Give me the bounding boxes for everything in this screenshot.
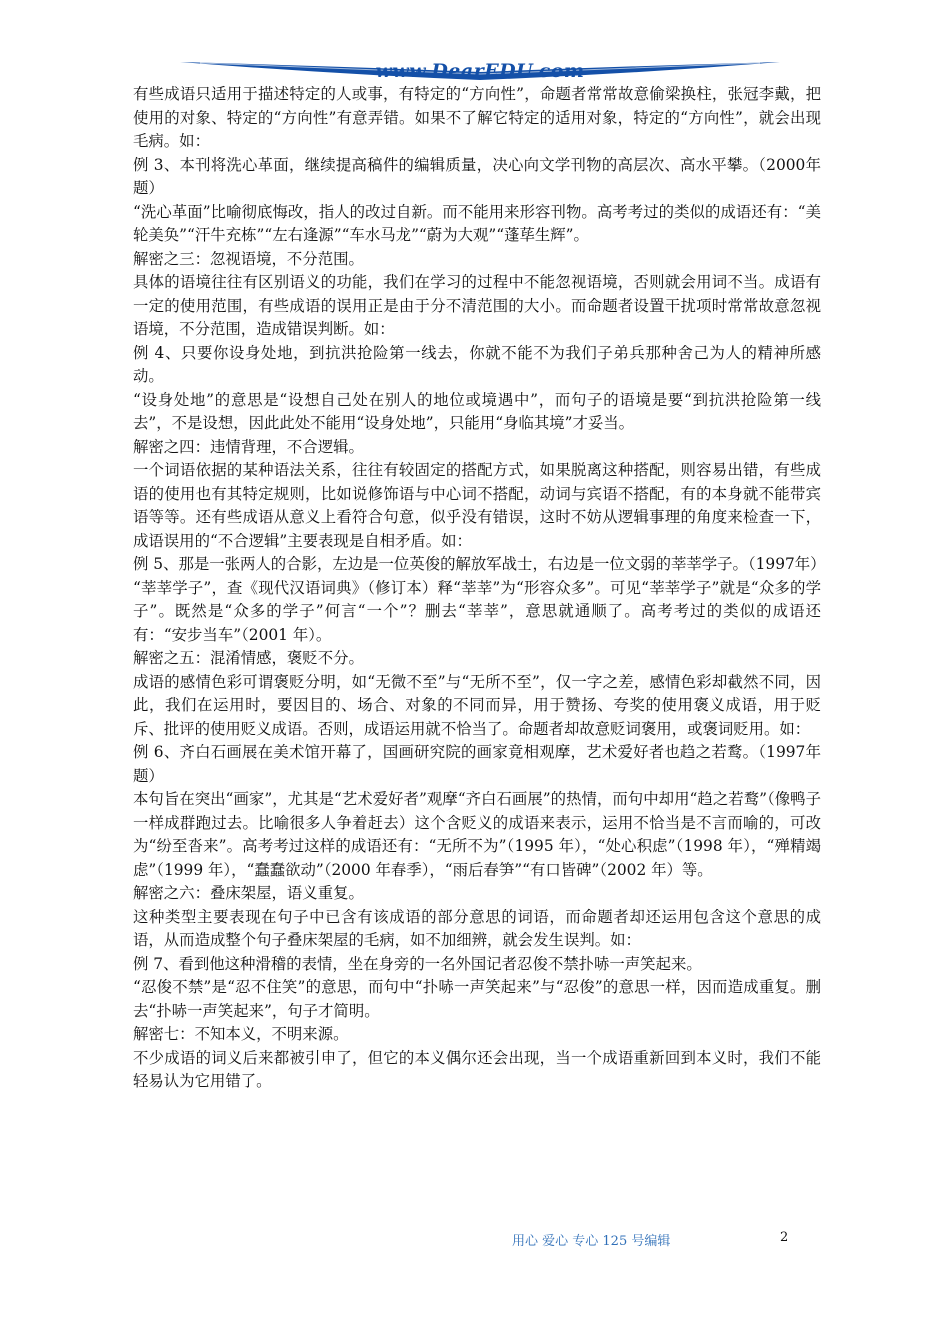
paragraph: 有些成语只适用于描述特定的人或事，有特定的“方向性”，命题者常常故意偷梁换柱，张冠李戴，把使用的对象、特定的“方向性”有意弄错。如果不了解它特定的适用对象，特定的“方向性”，就会出现毛病。如： (133, 85, 821, 150)
paragraph: 例 4、只要你设身处地，到抗洪抢险第一线去，你就不能不为我们子弟兵那种舍己为人的精神所感动。 (133, 343, 821, 385)
page-number: 2 (780, 1230, 789, 1245)
paragraph: “忍俊不禁”是“忍不住笑”的意思，而句中“扑哧一声笑起来”与“忍俊”的意思一样，因而造成重复。删去“扑哧一声笑起来”，句子才简明。 (133, 978, 821, 1020)
paragraph: 例 3、本刊将洗心革面，继续提高稿件的编辑质量，决心向文学刊物的高层次、高水平攀。（2000年题） (133, 155, 821, 197)
section-heading: 解密之五：混淆情感，褒贬不分。 (133, 649, 364, 667)
document-body (133, 83, 826, 1094)
paragraph: 例 7、看到他这种滑稽的表情，坐在身旁的一名外国记者忍俊不禁扑哧一声笑起来。 (133, 954, 702, 973)
paragraph: 成语的感情色彩可谓褒贬分明，如“无微不至”与“无所不至”，仅一字之差，感情色彩却截然不同，因此，我们在运用时，要因目的、场合、对象的不同而异，用于赞扬、夸奖的使用褒义成语，用于贬斥、批评的使用贬义成语。否则，成语运用就不恰当了。命题者却故意贬词褒用，或褒词贬用。如： (133, 672, 821, 738)
paragraph: 一个词语依据的某种语法关系，往往有较固定的搭配方式，如果脱离这种搭配，则容易出错，有些成语的使用也有其特定规则，比如说修饰语与中心词不搭配，动词与宾语不搭配，有的本身就不能带宾语等等。还有些成语从意义上看符合句意，似乎没有错误，这时不妨从逻辑事理的角度来检查一下，成语误用的“不合逻辑”主要表现是自相矛盾。如： (133, 461, 821, 550)
paragraph: 例 5、那是一张两人的合影，左边是一位英俊的解放军战士，右边是一位文弱的莘莘学子。（1997年） (133, 555, 826, 573)
section-heading: 解密之三：忽视语境，不分范围。 (133, 249, 364, 268)
paragraph: “设身处地”的意思是“设想自己处在别人的地位或境遇中”，而句子的语境是要“到抗洪抢险第一线去”，不是设想，因此此处不能用“设身处地”，只能用“身临其境”才妥当。 (133, 390, 821, 432)
paragraph: 不少成语的词义后来都被引申了，但它的本义偶尔还会出现，当一个成语重新回到本义时，我们不能轻易认为它用错了。 (133, 1048, 821, 1090)
paragraph: “莘莘学子”，查《现代汉语词典》（修订本）释“莘莘”为“形容众多”。可见“莘莘学子”就是“众多的学子”。既然是“众多的学子”何言“一个”？删去“莘莘”，意思就通顺了。高考考过的类似的成语还有：“安步当车”（2001 年）。 (133, 578, 821, 644)
paragraph: 本句旨在突出“画家”，尤其是“艺术爱好者”观摩“齐白石画展”的热情，而句中却用“趋之若鹜”（像鸭子一样成群跑过去。比喻很多人争着赶去）这个含贬义的成语来表示，运用不恰当是不言而喻的，可改为“纷至沓来”。高考考过这样的成语还有：“无所不为”（1995 年），“处心积虑”（1998 年），“殚精竭虑”（1999 年），“蠢蠢欲动”（2000 年春季），“雨后春笋”“有口皆碑”（2002 年）等。 (133, 790, 821, 879)
section-heading: 解密之四：违情背理，不合逻辑。 (133, 437, 364, 456)
paragraph: 例 6、齐白石画展在美术馆开幕了，国画研究院的画家竟相观摩，艺术爱好者也趋之若鹜。（1997年题） (133, 743, 821, 785)
page-header (180, 46, 780, 86)
footer-editor-note: 用心 爱心 专心 125 号编辑 (512, 1234, 671, 1249)
header-site-name: www.DearEDU.com (375, 60, 585, 82)
paragraph: 这种类型主要表现在句子中已含有该成语的部分意思的词语，而命题者却还运用包含这个意思的成语，从而造成整个句子叠床架屋的毛病，如不加细辨，就会发生误判。如： (133, 907, 821, 949)
paragraph: “洗心革面”比喻彻底悔改，指人的改过自新。而不能用来形容刊物。高考考过的类似的成语还有：“美轮美奂”“汗牛充栋”“左右逢源”“车水马龙”“蔚为大观”“蓬荜生辉”。 (133, 202, 821, 244)
section-heading: 解密之六：叠床架屋，语义重复。 (133, 884, 364, 902)
section-heading: 解密七：不知本义，不明来源。 (133, 1025, 349, 1043)
paragraph: 具体的语境往往有区别语义的功能，我们在学习的过程中不能忽视语境，否则就会用词不当。成语有一定的使用范围，有些成语的误用正是由于分不清范围的大小。而命题者设置干扰项时常常故意忽视语境，不分范围，造成错误判断。如： (133, 273, 821, 338)
